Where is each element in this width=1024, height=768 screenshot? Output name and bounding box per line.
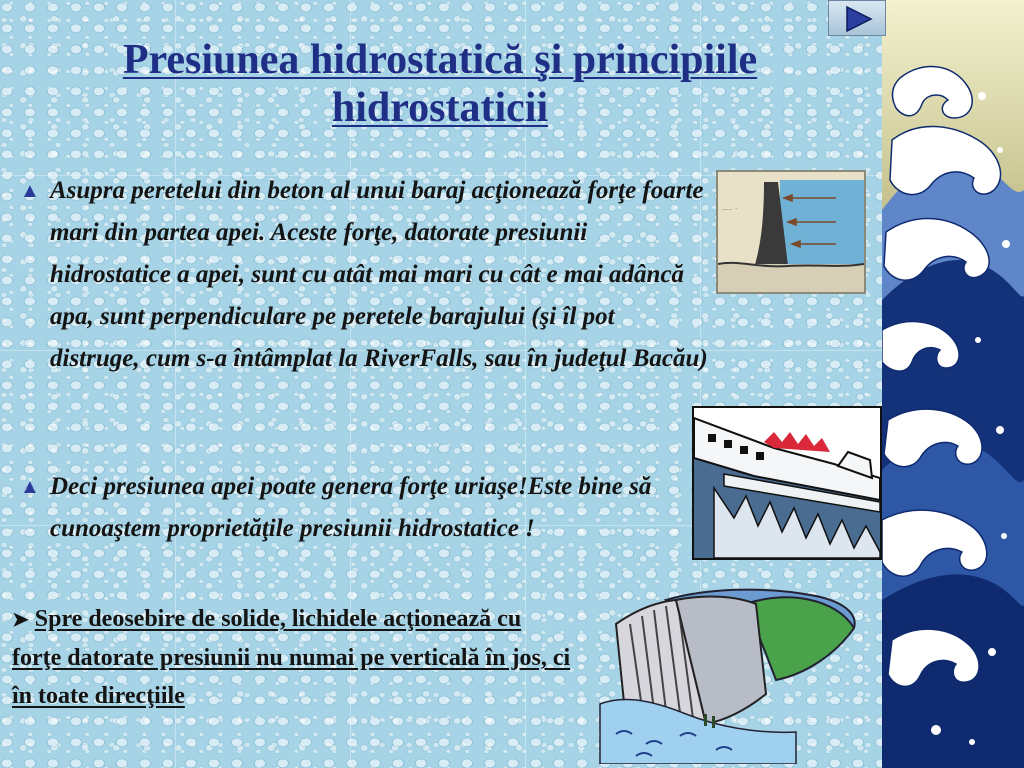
bullet-item bbox=[20, 170, 710, 380]
bullet-text: Deci presiunea apei poate genera forţe uriaşe!Este bine să cunoaştem proprietăţile presiunii hidrostatice ! bbox=[50, 473, 652, 542]
dam-clipart-image bbox=[596, 584, 858, 764]
triangle-bullet-icon: ▲ bbox=[20, 476, 40, 498]
arrow-bullet-icon: ➤ bbox=[12, 609, 29, 631]
ship-bow-image bbox=[692, 406, 882, 560]
slide-title: Presiunea hidrostatică şi principiile hidrostaticii bbox=[122, 37, 758, 131]
wave-decoration bbox=[882, 0, 1024, 768]
bullet-text: Asupra peretelui din beton al unui baraj acţionează forţe foarte mari din partea apei. Aceste forţe, datorate presiunii hidrostatice a apei, sunt cu atât mai mari cu cât e mai adâncă apa, sunt perpendiculare pe peretele barajului (şi îl pot distruge, cum s-a întâmplat la RiverFalls, sau în judeţul Bacău) bbox=[50, 177, 708, 372]
next-slide-button[interactable] bbox=[828, 0, 886, 36]
next-slide-icon bbox=[829, 1, 887, 37]
bullet-item bbox=[20, 466, 660, 550]
note-paragraph bbox=[12, 600, 572, 715]
triangle-bullet-icon: ▲ bbox=[20, 180, 40, 202]
svg-text:— ·: — · bbox=[722, 204, 738, 215]
dam-cross-section-image bbox=[716, 170, 866, 294]
note-text: Spre deosebire de solide, lichidele acţionează cu forţe datorate presiunii nu numai pe verticală în jos, ci în toate direcţiile bbox=[12, 606, 571, 709]
